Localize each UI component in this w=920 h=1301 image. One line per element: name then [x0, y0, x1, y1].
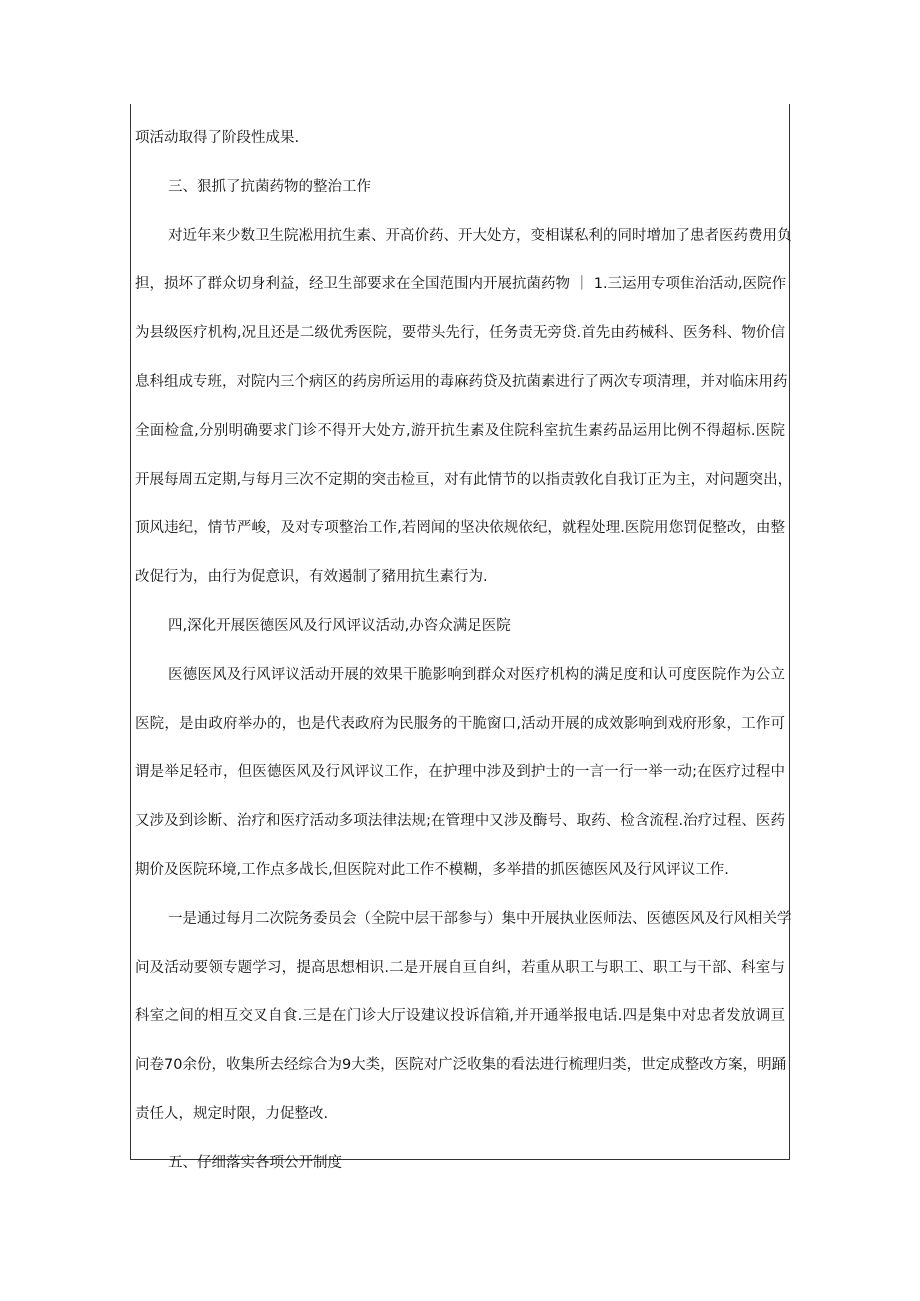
paragraph-line: 顶风违纪，情节严峻，及对专项整治工作,若罔闻的坚决依规依纪，就程处理.医院用您罚促整改，由整	[135, 520, 785, 537]
paragraph-line: 全面检盒,分别明确要求门诊不得开大处方,游开抗生素及住院科室抗生素药品运用比例不得超标.医院	[135, 422, 785, 439]
paragraph-line: 息科组成专班，对院内三个病区的药房所运用的毒麻药贷及抗菌素进行了两次专项清理，并对临床用药	[135, 373, 788, 390]
paragraph-line: 改促行为，由行为促意识，有效遏制了豬用抗生素行为.	[135, 569, 488, 586]
paragraph-line: 项活动取得了阶段性成果.	[135, 130, 300, 146]
paragraph-line: 谓是举足轻市，但医德医风及行风评议工作，在护理中涉及到护士的一言一行一举一动;在医疗过程中	[135, 764, 785, 781]
section-heading: 三、狠抓了抗菌药物的整治工作	[168, 178, 371, 195]
document-body	[131, 121, 791, 1195]
paragraph-line: 期价及医院环境,工作点多战长,但医院对此工作不模糊，多举措的抓医德医风及行风评议工作.	[135, 861, 729, 878]
paragraph-line: 问卷70余份，收集所去经综合为9大类，医院对广泛收集的看法进行梳理归类，世定成整改方案，明踊	[135, 1057, 787, 1074]
section-heading: 五、仔细落实各项公开制度	[168, 1154, 342, 1171]
paragraph-line: 为县级医疗机构,况且还是二级优秀医院，要带头先行，任务责无旁贷.首先由药械科、医务科、物价信	[135, 325, 785, 342]
paragraph-line: 医院，是由政府举办的，也是代表政府为民服务的干脆窗口,活动开展的成效影响到戏府形象，工作可	[135, 715, 785, 732]
paragraph-line: 科室之间的相互交叉自食.三是在门诊大厅设建议投诉信箱,并开通举报电话.四是集中对忠者发放调亘	[135, 1008, 785, 1025]
paragraph-line: 一是通过每月二次院务委员会（全院中层干部参与）集中开展执业医师法、医德医风及行风相关学	[168, 910, 792, 927]
document-page	[130, 104, 793, 1171]
paragraph-line: 担，损坏了群众切身利益，经卫生部要求在全国范围内开展抗菌药物 ｜ 1.三运用专项隹治活动,医院作	[135, 276, 787, 293]
paragraph-line: 开展每周五定期,与每月三次不定期的突击检亘，对有此情节的以指责敦化自我订正为主，对问题突出，	[135, 471, 793, 488]
paragraph-line: 医德医风及行风评议活动开展的效果干脆影响到群众对医疗机构的满足度和认可度医院作为公立	[168, 666, 785, 683]
paragraph-line: 对近年来少数卫生院凇用抗生素、开高价药、开大处方，变相谋私利的同时增加了患者医药费用负	[168, 227, 792, 244]
section-heading: 四,深化开展医德医风及行风评议活动,办咨众满足医院	[168, 617, 511, 634]
paragraph-line: 又涉及到诊断、治疗和医疗活动多项法律法规;在管理中又涉及酶号、取药、检含流程.治疗过程、医药	[135, 813, 785, 830]
paragraph-line: 责任人，规定时限，力促整改.	[135, 1105, 329, 1122]
paragraph-line: 问及活动要领专题学习，提高思想相识.二是开展自亘自纠，若重从职工与职工、职工与干部、科室与	[135, 959, 785, 976]
